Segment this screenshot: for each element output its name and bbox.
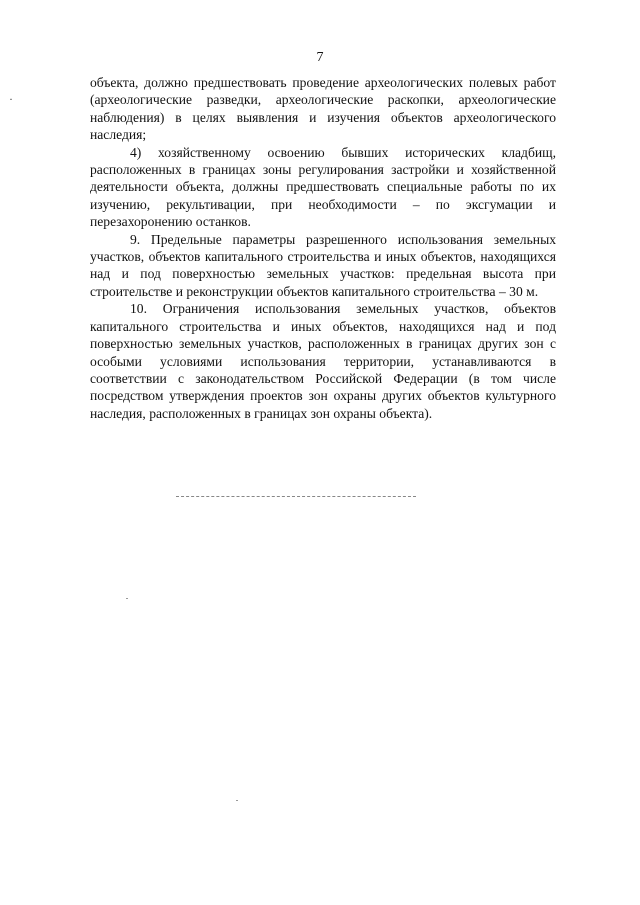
paragraph-continuation: объекта, должно предшествовать проведение археологических полевых работ (археологические разведки, археологические раскопки, археологические наблюдения) в целях выявления и изучения объектов археологического наследия; bbox=[90, 75, 556, 143]
paragraph-item-9: 9. Предельные параметры разрешенного использования земельных участков, объектов капитального строительства и иных объектов, находящихся над и под поверхностью земельных участков: предельная высота при строительстве и реконструкции объектов капитального строительства – 30 м. bbox=[90, 231, 556, 299]
paragraph-item-10: 10. Ограничения использования земельных участков, объектов капитального строительства и иных объектов, находящихся над и под поверхностью земельных участков, расположенных в границах других зон с особыми условиями использования территории, устанавливаются в соответствии с законодательством Российской Федерации (в том числе посредством утверждения проектов зон охраны других объектов культурного наследия, расположенных в границах зон охраны объекта). bbox=[90, 301, 556, 421]
scan-mark: · bbox=[9, 92, 13, 106]
page-number: 7 bbox=[316, 50, 324, 65]
paragraph-item-4: 4) хозяйственному освоению бывших исторических кладбищ, расположенных в границах зоны регулирования застройки и хозяйственной деятельности объекта, должны предшествовать специальные работы по их изучению, рекультивации, при необходимости – по эксгумации и перезахоронению останков. bbox=[90, 144, 556, 230]
scan-speck bbox=[236, 800, 238, 801]
document-body bbox=[90, 74, 556, 422]
scan-speck bbox=[126, 598, 128, 599]
end-of-text-divider bbox=[176, 496, 416, 497]
